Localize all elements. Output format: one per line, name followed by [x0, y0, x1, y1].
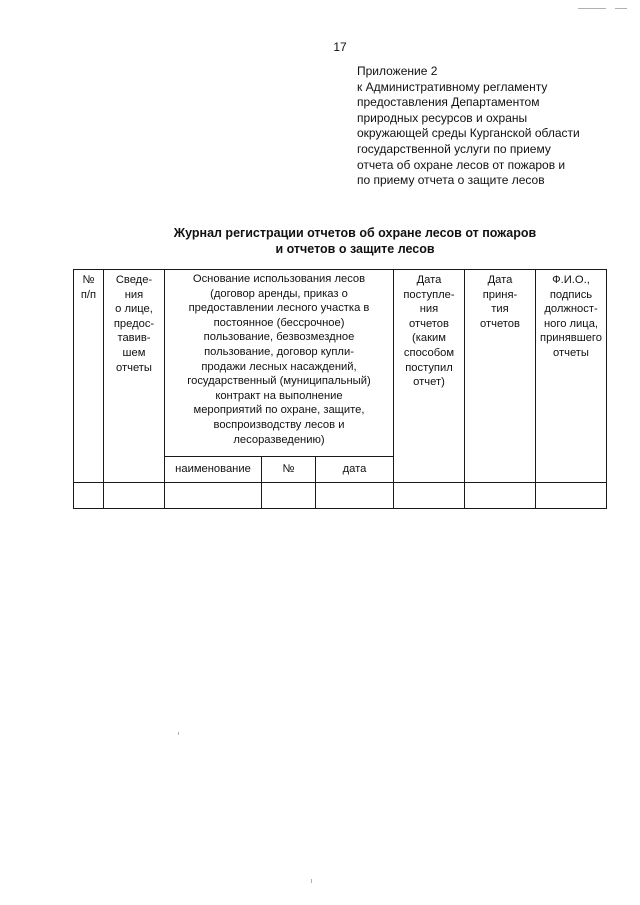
table-cell[interactable]	[74, 483, 104, 509]
page-number: 17	[333, 40, 347, 54]
appendix-note	[357, 64, 627, 189]
scan-artifact	[311, 879, 312, 883]
header-person-info: Сведе- ния о лице, предос- тавив- шем отчеты	[104, 270, 165, 483]
appendix-line: по приему отчета о защите лесов	[357, 173, 545, 188]
journal-table	[73, 269, 607, 509]
appendix-line: государственной услуги по приему	[357, 141, 551, 156]
subheader-name: наименование	[165, 457, 262, 483]
header-receipt-date: Дата поступле- ния отчетов (каким способом поступил отчет)	[394, 270, 465, 483]
table-cell[interactable]	[165, 483, 262, 509]
scan-artifact	[178, 732, 179, 735]
scan-artifact	[615, 8, 627, 9]
appendix-line: природных ресурсов и охраны	[357, 110, 528, 125]
appendix-line: Приложение 2	[357, 64, 438, 78]
journal-title-line: и отчетов о защите лесов	[275, 242, 435, 256]
appendix-line: к Административному регламенту	[357, 79, 548, 94]
scan-artifact	[578, 8, 606, 9]
header-official: Ф.И.О., подпись должност- ного лица, принявшего отчеты	[536, 270, 607, 483]
table-cell[interactable]	[465, 483, 536, 509]
table-cell[interactable]	[104, 483, 165, 509]
header-basis: Основание использования лесов (договор аренды, приказ о предоставлении лесного участка в постоянное (бессрочное) пользование, безвозмездное пользование, договор купли- продажи лесных насаждений, государственный (муниципальный) контракт на выполнение мероприятий по охране, защите, воспроизводству лесов и лесоразведению)	[165, 270, 394, 457]
table-cell[interactable]	[394, 483, 465, 509]
appendix-line: предоставления Департаментом	[357, 95, 540, 110]
header-acceptance-date: Дата приня- тия отчетов	[465, 270, 536, 483]
table-cell[interactable]	[536, 483, 607, 509]
subheader-date: дата	[316, 457, 394, 483]
journal-title-line: Журнал регистрации отчетов об охране лесов от пожаров	[173, 226, 537, 240]
subheader-number: №	[262, 457, 316, 483]
appendix-line: окружающей среды Курганской области	[357, 126, 580, 141]
table-cell[interactable]	[316, 483, 394, 509]
appendix-line: отчета об охране лесов от пожаров и	[357, 157, 566, 172]
table-cell[interactable]	[262, 483, 316, 509]
header-row	[74, 270, 607, 457]
journal-title	[140, 225, 570, 257]
table-row	[74, 483, 607, 509]
header-number: № п/п	[74, 270, 104, 483]
